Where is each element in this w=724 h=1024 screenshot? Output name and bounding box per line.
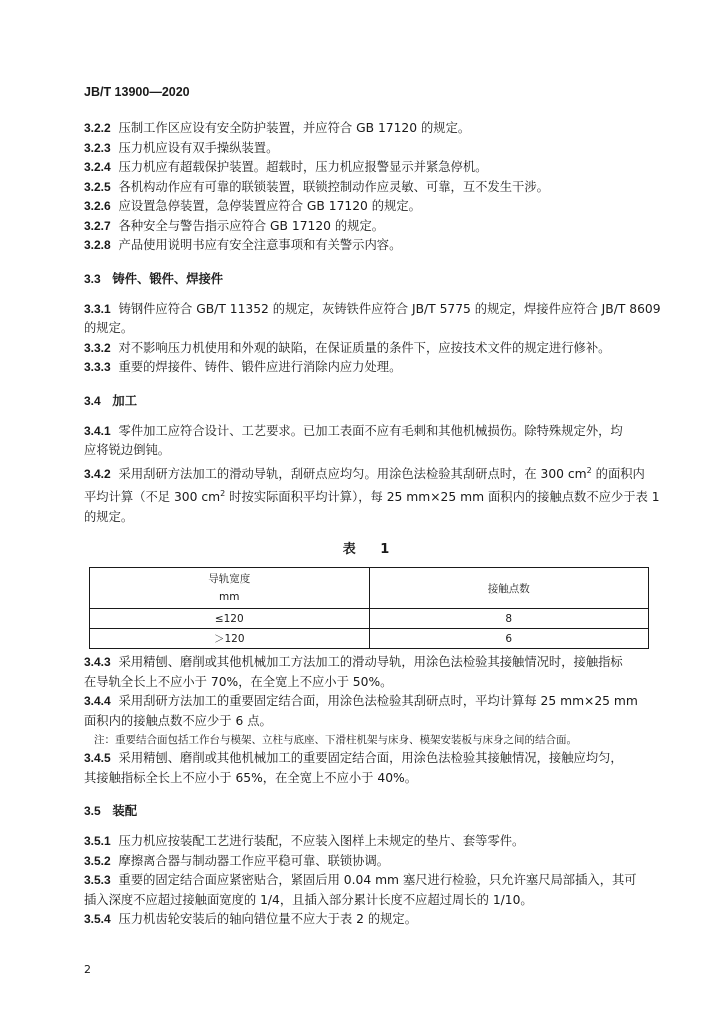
table-header-row [90, 568, 649, 609]
superscript: 2 [220, 489, 226, 499]
header-cell-width [90, 568, 370, 609]
cell-points: 8 [369, 609, 649, 629]
clause-text-b: 的面积内 [591, 466, 645, 481]
clause-3-4-4 [84, 692, 658, 712]
clause-3-5-3 [84, 871, 658, 891]
section-number: 3.3 [84, 271, 101, 286]
clause-3-4-3-cont: 在导轨全长上不应小于 70%，在全宽上不应小于 50%。 [84, 674, 393, 689]
cell-points: 6 [369, 629, 649, 649]
clause-number: 3.3.2 [84, 340, 111, 355]
clause-text: 摩擦离合器与制动器工作应平稳可靠、联锁协调。 [118, 853, 390, 868]
clause-text: 重要的焊接件、铸件、锻件应进行消除内应力处理。 [118, 360, 402, 374]
clause-text: 应设置急停装置，急停装置应符合 GB 17120 的规定。 [118, 199, 421, 213]
clause-3-4-2 [84, 461, 658, 485]
clause-3-3-1-cont: 的规定。 [84, 321, 134, 335]
clause-3-5-2 [84, 852, 658, 872]
clause-3-2-6 [84, 197, 658, 217]
clause-text: 压力机齿轮安装后的轴向错位量不应大于表 2 的规定。 [118, 912, 418, 927]
clause-number: 3.3.3 [84, 360, 111, 374]
clause-3-4-2-cont2: 的规定。 [84, 509, 134, 524]
clause-text: 各种安全与警告指示应符合 GB 17120 的规定。 [118, 218, 385, 233]
clause-3-5-1 [84, 832, 658, 852]
clause-number: 3.4.4 [84, 694, 111, 709]
clause-text: 压力机应有超载保护装置。超载时，压力机应报警显示并紧急停机。 [118, 160, 488, 174]
header-width-label: 导轨宽度 [208, 573, 251, 586]
clause-cont-a: 平均计算（不足 300 cm [84, 490, 221, 505]
clause-3-2-3 [84, 139, 658, 159]
clause-3-4-2-cont [84, 484, 658, 508]
clause-number: 3.4.5 [84, 751, 111, 766]
header-cell-points: 接触点数 [369, 568, 649, 609]
clause-text: 压制工作区应设有安全防护装置，并应符合 GB 17120 的规定。 [118, 121, 471, 135]
clause-text: 重要的固定结合面应紧密贴合，紧固后用 0.04 mm 塞尺进行检验，只允许塞尺局部插入，其可 [118, 873, 637, 888]
clause-number: 3.4.3 [84, 655, 111, 670]
section-heading-3-4 [84, 391, 658, 411]
clause-3-3-1 [84, 300, 661, 320]
clause-number: 3.2.2 [84, 121, 111, 135]
clause-number: 3.2.3 [84, 140, 111, 155]
clause-3-3-2 [84, 339, 658, 359]
clause-3-5-4 [84, 910, 658, 930]
section-title: 铸件、锻件、焊接件 [112, 271, 224, 286]
clause-number: 3.2.5 [84, 179, 111, 194]
cell-width: ＞120 [90, 629, 370, 649]
table-row [90, 629, 649, 649]
section-title: 装配 [112, 804, 138, 819]
clause-3-4-1-cont: 应将锐边倒钝。 [84, 443, 171, 457]
clause-3-2-2 [84, 119, 658, 139]
clause-number: 3.2.4 [84, 160, 111, 174]
clause-3-4-5-cont: 其接触指标全长上不应小于 65%，在全宽上不应小于 40%。 [84, 770, 418, 785]
clause-text: 各机构动作应有可靠的联锁装置，联锁控制动作应灵敏、可靠，互不发生干涉。 [118, 179, 549, 194]
clause-text: 零件加工应符合设计、工艺要求。已加工表面不应有毛刺和其他机械损伤。除特殊规定外，均 [118, 423, 623, 438]
clause-number: 3.2.7 [84, 218, 111, 233]
clause-3-2-4 [84, 158, 658, 178]
clause-number: 3.3.1 [84, 301, 111, 316]
clause-number: 3.5.1 [84, 834, 111, 849]
clause-3-2-7 [84, 217, 658, 237]
superscript: 2 [586, 465, 592, 475]
clause-text: 采用精刨、磨削或其他机械加工方法加工的滑动导轨，用涂色法检验其接触情况时，接触指标 [118, 655, 623, 670]
clause-3-2-5 [84, 178, 658, 198]
clause-number: 3.2.6 [84, 199, 111, 213]
clause-number: 3.4.2 [84, 466, 111, 481]
clause-number: 3.5.3 [84, 873, 111, 888]
clause-text: 对不影响压力机使用和外观的缺陷，在保证质量的条件下，应按技术文件的规定进行修补。 [118, 340, 611, 355]
document-id: JB/T 13900—2020 [84, 85, 190, 99]
header-width-unit: mm [219, 591, 240, 604]
clause-3-4-4-cont: 面积内的接触点数不应少于 6 点。 [84, 713, 272, 728]
clause-text: 产品使用说明书应有安全注意事项和有关警示内容。 [118, 238, 402, 252]
clause-3-4-5 [84, 749, 658, 769]
clause-cont-b: 时按实际面积平均计算），每 25 mm×25 mm 面积内的接触点数不应少于表 1 [225, 490, 660, 505]
table-caption: 表 1 [342, 542, 400, 558]
clause-text-a: 采用刮研方法加工的滑动导轨，刮研点应均匀。用涂色法检验其刮研点时，在 300 cm [118, 466, 587, 481]
section-heading-3-5 [84, 801, 658, 821]
section-heading-3-3 [84, 269, 658, 289]
clause-3-4-3 [84, 653, 658, 673]
cell-width: ≤120 [90, 609, 370, 629]
clause-text: 采用刮研方法加工的重要固定结合面，用涂色法检验其刮研点时，平均计算每 25 mm×25 mm [118, 694, 638, 709]
table-1 [89, 567, 649, 649]
clause-text: 采用精刨、磨削或其他机械加工的重要固定结合面，用涂色法检验其接触情况，接触应均匀， [118, 751, 623, 766]
page-number: 2 [84, 963, 91, 976]
section-number: 3.5 [84, 804, 101, 819]
document-body [84, 119, 661, 930]
clause-number: 3.4.1 [84, 423, 111, 438]
clause-number: 3.2.8 [84, 238, 111, 252]
clause-3-5-3-cont: 插入深度不应超过接触面宽度的 1/4，且插入部分累计长度不应超过周长的 1/10。 [84, 892, 533, 907]
note: 注：重要结合面包括工作台与模架、立柱与底座、下滑柱机架与床身、模架安装板与床身之间的结合面。 [94, 734, 577, 747]
clause-3-4-1 [84, 422, 658, 442]
clause-text: 铸钢件应符合 GB/T 11352 的规定，灰铸铁件应符合 JB/T 5775 的规定，焊接件应符合 JB/T 8609 [118, 301, 661, 316]
section-number: 3.4 [84, 393, 101, 408]
table-row [90, 609, 649, 629]
clause-3-3-3 [84, 358, 658, 378]
clause-number: 3.5.2 [84, 853, 111, 868]
clause-text: 压力机应按装配工艺进行装配，不应装入图样上未规定的垫片、套等零件。 [118, 834, 525, 849]
clause-number: 3.5.4 [84, 912, 111, 927]
clause-text: 压力机应设有双手操纵装置。 [118, 140, 279, 155]
clause-3-2-8 [84, 236, 658, 256]
section-title: 加工 [112, 393, 138, 408]
